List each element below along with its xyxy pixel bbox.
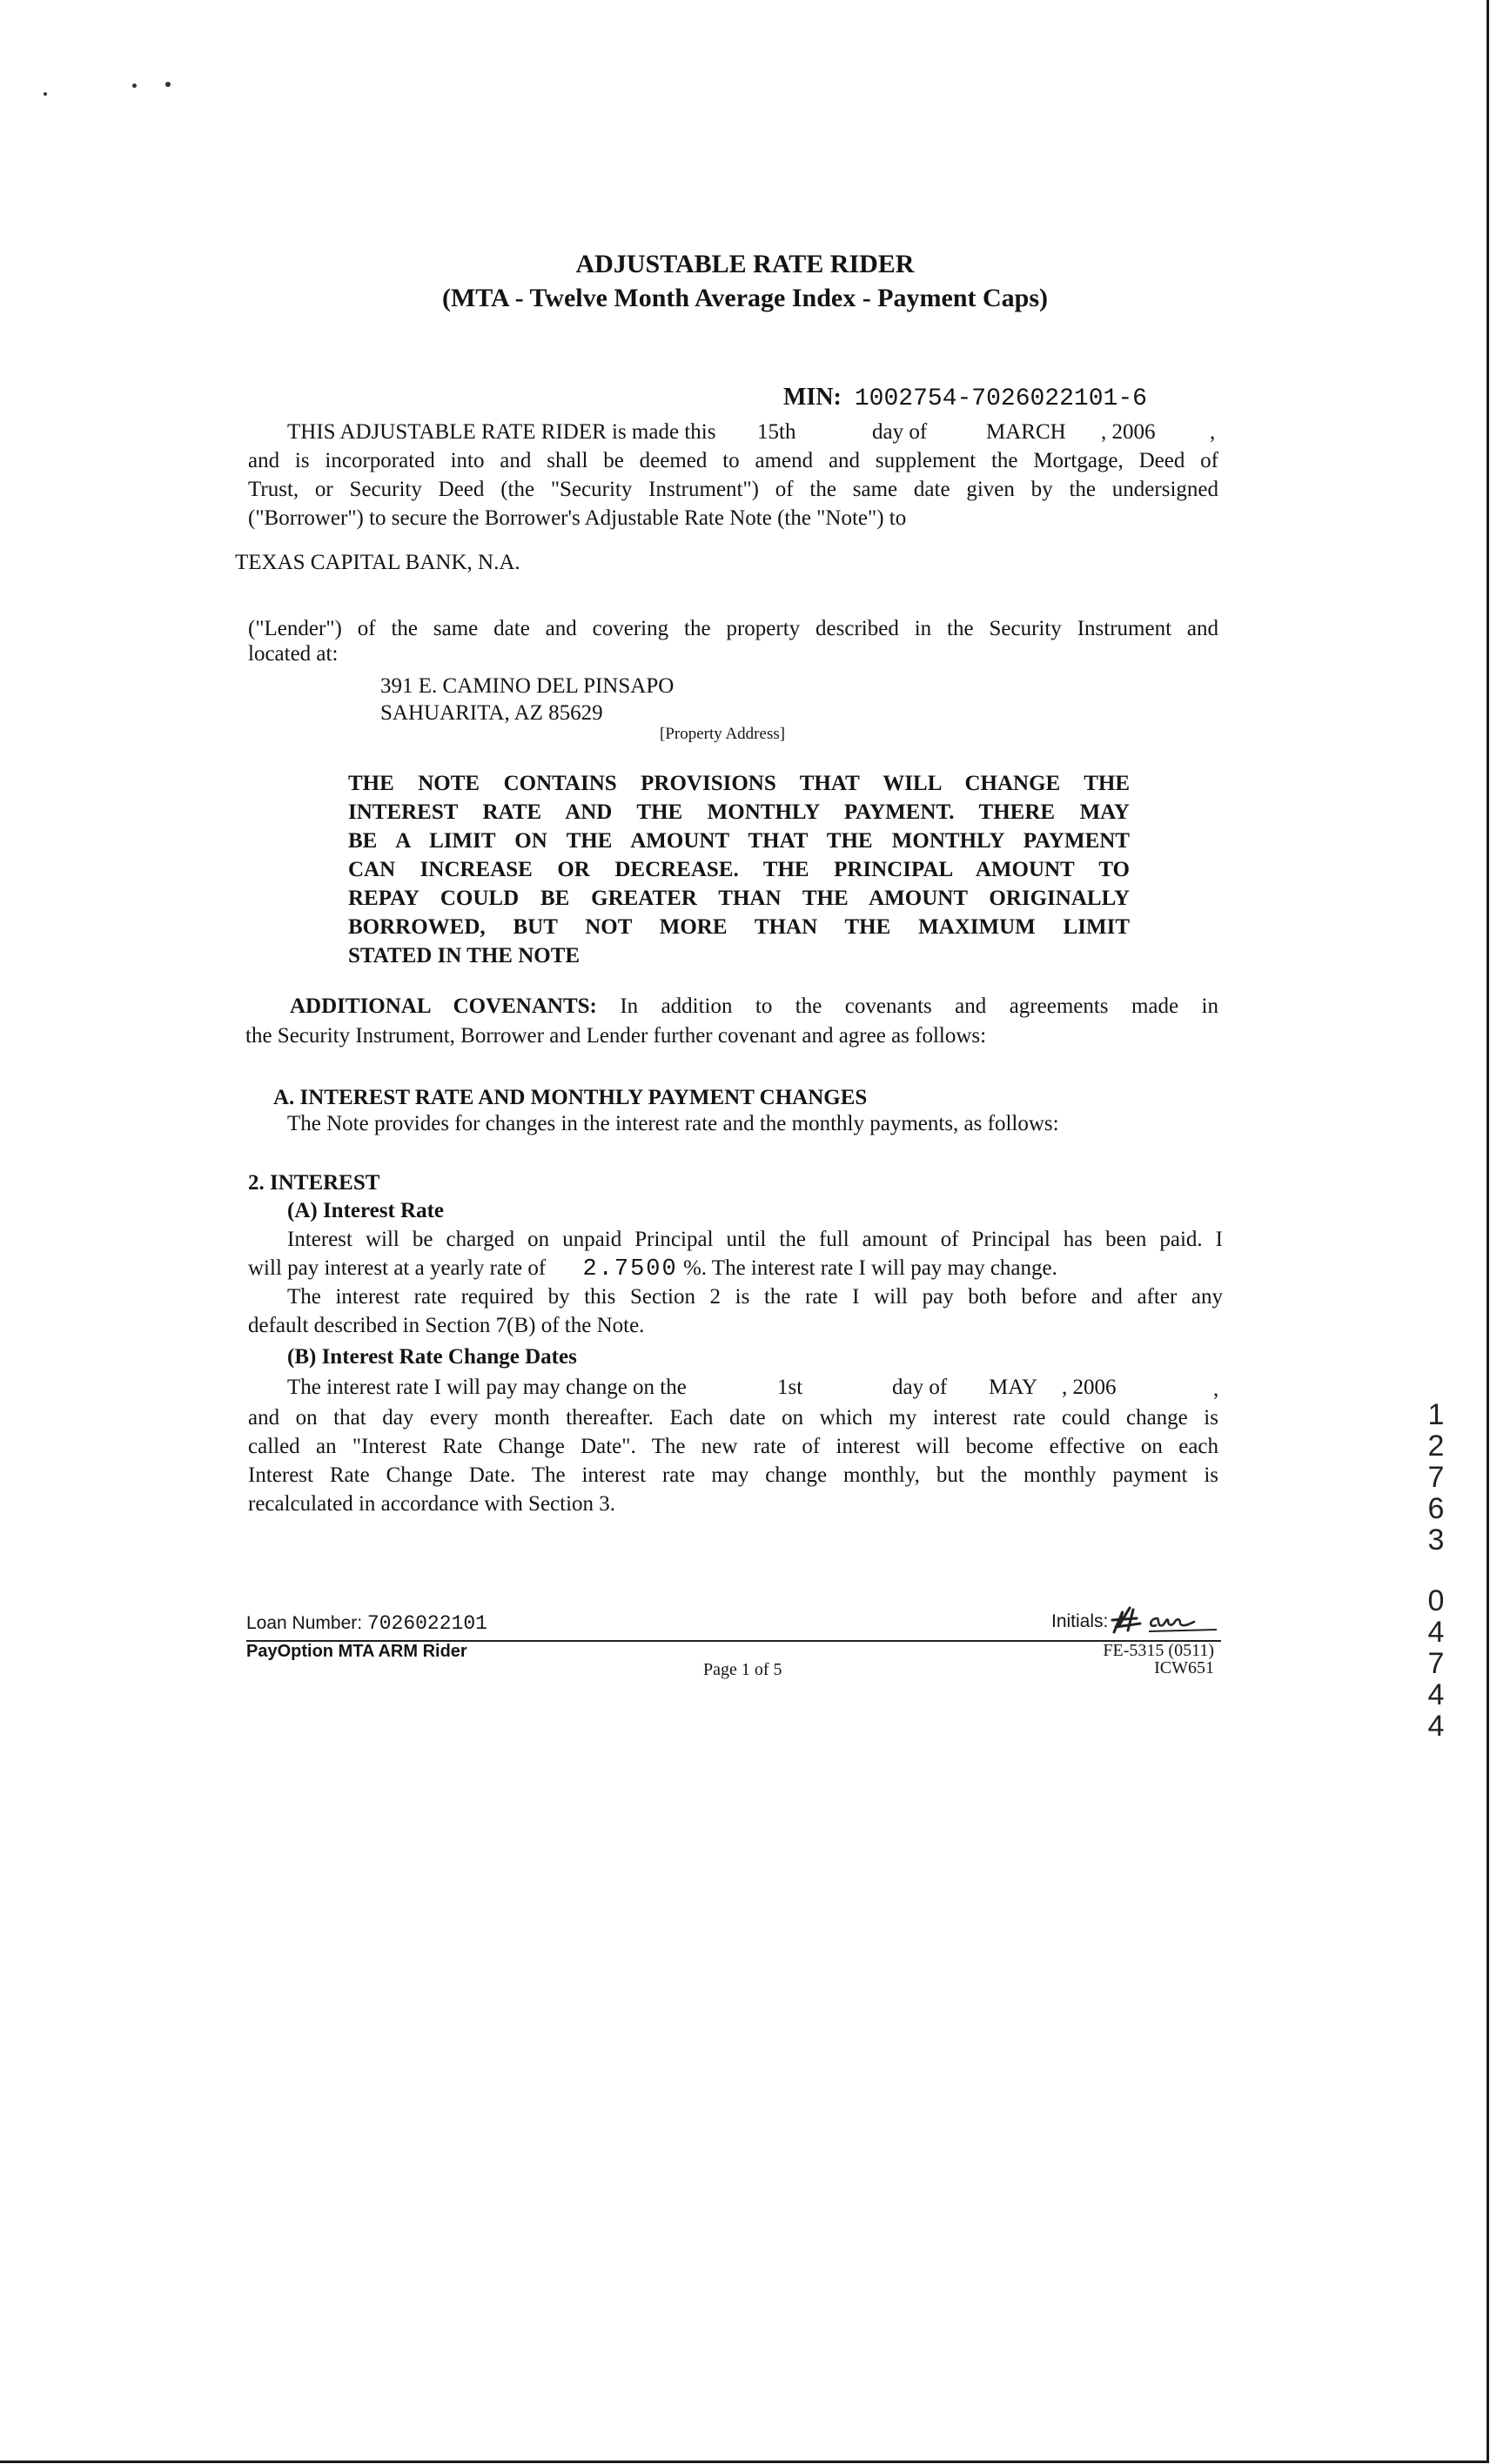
lender-name: TEXAS CAPITAL BANK, N.A.	[235, 551, 520, 574]
min-line	[783, 383, 1147, 413]
intro-line-4: ("Borrower") to secure the Borrower's Adjustable Rate Note (the "Note") to	[248, 506, 907, 530]
margin-digit: 4	[1427, 1678, 1445, 1711]
margin-document-number	[1419, 1399, 1453, 1742]
section-2b-line-4: Interest Rate Change Date. The interest rate may change monthly, but the monthly payment is	[248, 1463, 1218, 1487]
form-name: PayOption MTA ARM Rider	[246, 1642, 467, 1661]
margin-digit: 4	[1427, 1616, 1445, 1649]
initials-signature	[1111, 1599, 1219, 1637]
margin-digit: 7	[1427, 1647, 1445, 1680]
intro-line-3: Trust, or Security Deed (the "Security Instrument") of the same date given by the undersigned	[248, 478, 1218, 501]
form-code-2: ICW651	[1154, 1658, 1214, 1677]
rider-year: , 2006	[1101, 420, 1156, 444]
property-address-caption: [Property Address]	[660, 725, 786, 743]
min-value: 1002754-7026022101-6	[854, 385, 1147, 412]
notice-line: STATED IN THE NOTE	[348, 944, 581, 968]
initials-field	[1051, 1611, 1108, 1632]
property-address-line-2: SAHUARITA, AZ 85629	[380, 701, 603, 725]
loan-number-line	[246, 1612, 487, 1635]
change-month: MAY	[989, 1376, 1038, 1399]
section-2a-line-1: Interest will be charged on unpaid Principal until the full amount of Principal has been paid. I	[287, 1228, 1223, 1251]
intro-line-2: and is incorporated into and shall be deemed to amend and supplement the Mortgage, Deed of	[248, 449, 1218, 472]
rate-trail-text: %. The interest rate I will pay may change.	[682, 1256, 1057, 1280]
section-2a-line-2	[248, 1254, 1057, 1284]
section-2b-line-5: recalculated in accordance with Section 3.	[248, 1492, 616, 1516]
lender-line-1: ("Lender") of the same date and covering the property described in the Security Instrument and	[248, 617, 1218, 640]
section-2a-line-3: The interest rate required by this Section 2 is the rate I will pay both before and after any	[287, 1285, 1223, 1309]
notice-block	[348, 769, 1130, 970]
document-subtitle: (MTA - Twelve Month Average Index - Payment Caps)	[441, 284, 1049, 312]
margin-digit: 2	[1427, 1430, 1445, 1463]
notice-line: BORROWED, BUT NOT MORE THAN THE MAXIMUM LIMIT	[348, 915, 1130, 939]
change-day: 1st	[777, 1376, 803, 1399]
min-label: MIN:	[783, 384, 842, 411]
page-number: Page 1 of 5	[703, 1660, 782, 1679]
section-2b-line-3: called an "Interest Rate Change Date". The new rate of interest will become effective on each	[248, 1435, 1218, 1458]
notice-line: REPAY COULD BE GREATER THAN THE AMOUNT ORIGINALLY	[348, 887, 1130, 910]
notice-line: CAN INCREASE OR DECREASE. THE PRINCIPAL AMOUNT TO	[348, 858, 1130, 881]
margin-digit: 4	[1427, 1710, 1445, 1743]
rate-lead-text: will pay interest at a yearly rate of	[248, 1256, 547, 1280]
change-day-of: day of	[892, 1376, 948, 1399]
notice-line: THE NOTE CONTAINS PROVISIONS THAT WILL CHANGE THE	[348, 772, 1130, 795]
section-2a-line-4: default described in Section 7(B) of the Note.	[248, 1314, 645, 1337]
margin-digit: 6	[1427, 1492, 1445, 1525]
section-2b-line-2: and on that day every month thereafter. Each date on which my interest rate could change is	[248, 1406, 1218, 1430]
property-address-line-1: 391 E. CAMINO DEL PINSAPO	[380, 674, 675, 698]
initials-label: Initials:	[1051, 1611, 1109, 1631]
loan-number-label: Loan Number:	[246, 1613, 363, 1633]
section-a-heading: A. INTEREST RATE AND MONTHLY PAYMENT CHANGES	[273, 1086, 868, 1109]
rider-month: MARCH	[986, 420, 1066, 444]
covenants-text: In addition to the covenants and agreements made in	[620, 994, 1218, 1018]
margin-digit: 1	[1427, 1398, 1445, 1431]
margin-digit: 0	[1427, 1584, 1445, 1617]
interest-rate-value: 2.7500	[582, 1256, 678, 1282]
document-title: ADJUSTABLE RATE RIDER	[575, 250, 915, 278]
section-a-text: The Note provides for changes in the interest rate and the monthly payments, as follows:	[287, 1112, 1059, 1135]
change-year: , 2006	[1062, 1376, 1117, 1399]
covenants-line-1	[290, 992, 1218, 1021]
section-2a-heading: (A) Interest Rate	[287, 1199, 445, 1222]
covenants-line-2: the Security Instrument, Borrower and Lender further covenant and agree as follows:	[245, 1024, 987, 1048]
notice-line: INTEREST RATE AND THE MONTHLY PAYMENT. THERE MAY	[348, 800, 1130, 824]
loan-number-value: 7026022101	[366, 1612, 487, 1635]
section-2b-heading: (B) Interest Rate Change Dates	[287, 1345, 577, 1369]
covenants-label: ADDITIONAL COVENANTS:	[290, 994, 597, 1018]
rider-day: 15th	[757, 420, 796, 444]
change-trailing-comma: ,	[1213, 1377, 1219, 1401]
section-2b-line-1: The interest rate I will pay may change on the	[287, 1376, 687, 1399]
rider-trailing-comma: ,	[1210, 420, 1216, 444]
form-code-1: FE-5315 (0511)	[1103, 1641, 1214, 1660]
notice-line: BE A LIMIT ON THE AMOUNT THAT THE MONTHLY PAYMENT	[348, 829, 1130, 853]
lender-line-2: located at:	[248, 642, 339, 666]
section-2-heading: 2. INTEREST	[248, 1171, 380, 1195]
margin-digit: 3	[1427, 1523, 1445, 1557]
margin-digit: 7	[1427, 1461, 1445, 1494]
rider-day-of: day of	[872, 420, 928, 444]
intro-line-1: THIS ADJUSTABLE RATE RIDER is made this	[287, 420, 716, 444]
